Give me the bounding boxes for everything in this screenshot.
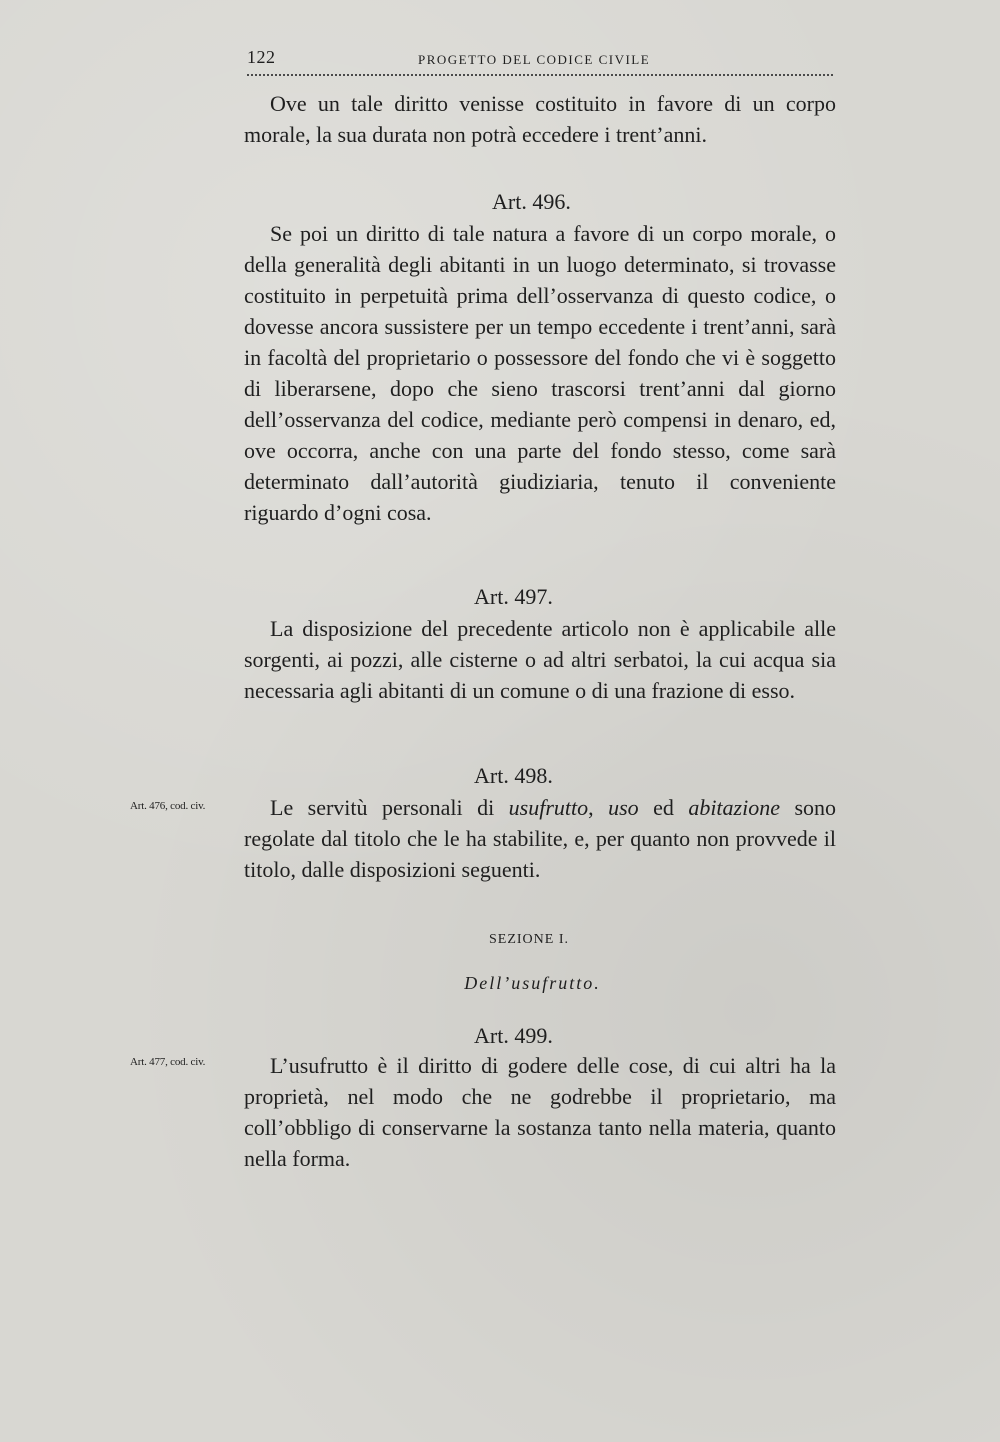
article-497-text: La disposizione del precedente articolo non è applicabile alle sorgenti, ai pozzi, alle cisterne o ad altri serbatoi, la cui acqua sia necessaria agli abitanti di un comune o di una frazione di esso. (244, 616, 836, 703)
section-title (0, 929, 1000, 951)
article-498-text (244, 792, 836, 885)
article-498-text-2: , (588, 795, 609, 820)
article-498-title: Art. 498. (474, 763, 553, 788)
section-subtitle-text: Dell’usufrutto. (464, 973, 601, 993)
article-498-side-note: Art. 476, cod. civ. (130, 800, 206, 812)
article-497-title: Art. 497. (474, 584, 553, 609)
article-498-term-usufrutto: usufrutto (508, 795, 589, 820)
article-498-term-uso: uso (608, 795, 639, 820)
article-499-text: L’usufrutto è il diritto di godere delle cose, di cui altri ha la proprietà, nel modo che ne godrebbe il proprietario, ma coll’obbligo di conservarne la sostanza tanto nella materia, quanto nella forma. (244, 1053, 836, 1171)
article-496-title: Art. 496. (492, 189, 571, 214)
article-498-text-4: sono regolate dal titolo che le ha stabilite, e, per quanto non provvede il titolo, dalle disposizioni seguenti. (244, 795, 836, 882)
section-subtitle (0, 970, 1000, 996)
article-498-text-1: Le servitù personali di (270, 795, 509, 820)
running-head: PROGETTO DEL CODICE CIVILE (418, 52, 651, 67)
article-496-text: Se poi un diritto di tale natura a favore di un corpo morale, o della generalità degli abitanti in un luogo determinato, si trovasse costituito in perpetuità prima dell’osservanza di questo codice, o dovesse ancora sussistere per un tempo eccedente i trent’anni, sarà in facoltà del proprietario o possessore del fondo che vi è soggetto di liberarsene, dopo che sieno trascorsi trent’anni dal giorno dell’osservanza del codice, mediante però compensi in denaro, ed, ove occorra, anche con una parte del fondo stesso, come sarà determinato dall’autorità giudiziaria, tenuto il conveniente riguardo d’ogni cosa. (244, 221, 836, 525)
page-header (247, 44, 833, 76)
article-498-term-abitazione: abitazione (688, 795, 780, 820)
page-number: 122 (247, 47, 276, 67)
section-title-text: SEZIONE I. (489, 932, 569, 947)
article-498-text-3: ed (638, 795, 689, 820)
intro-paragraph: Ove un tale diritto venisse costituito in favore di un corpo morale, la sua durata non potrà eccedere i trent’anni. (244, 91, 836, 147)
article-499-title: Art. 499. (474, 1023, 553, 1048)
article-499-side-note: Art. 477, cod. civ. (130, 1056, 206, 1068)
